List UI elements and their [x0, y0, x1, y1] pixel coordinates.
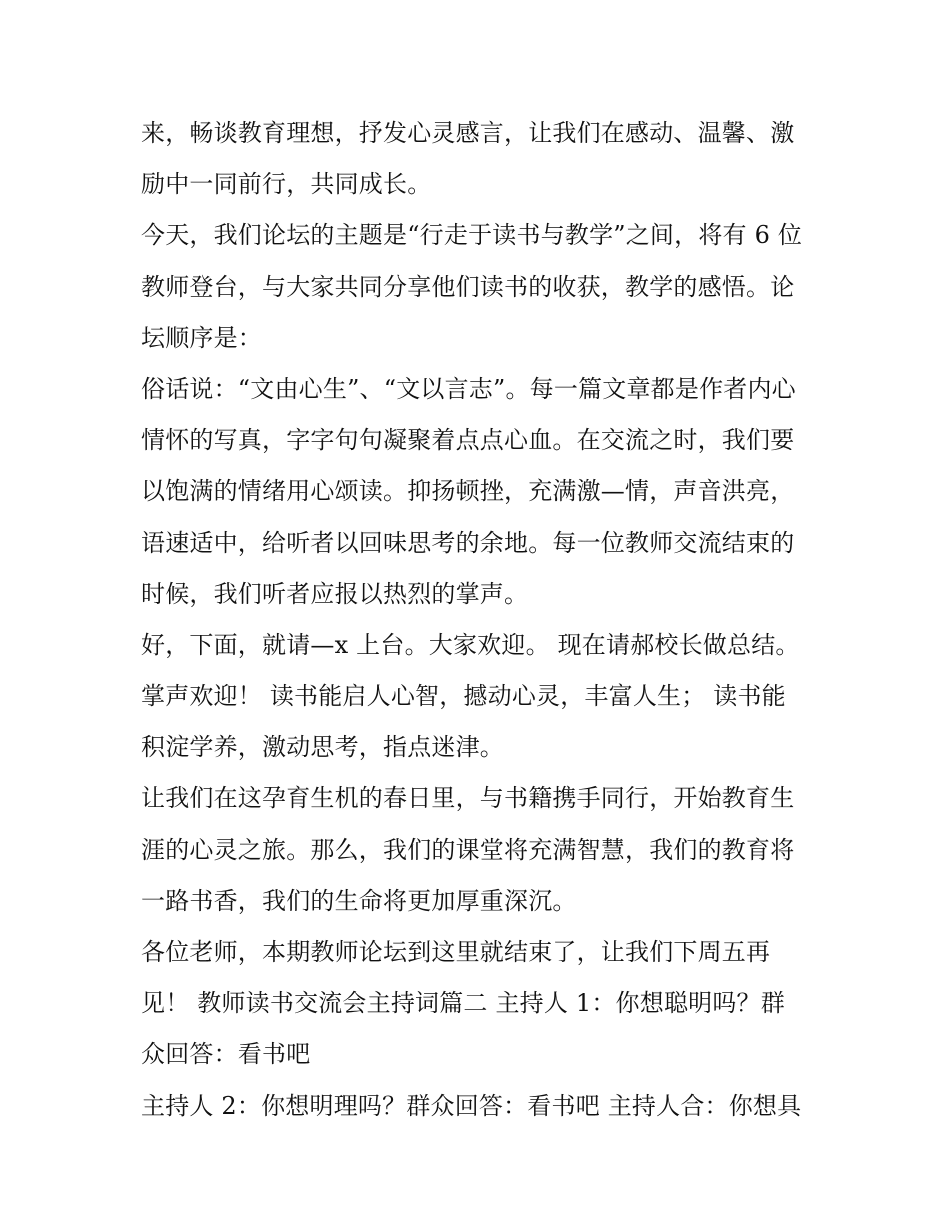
- text-line: 语速适中，给听者以回味思考的余地。每一位教师交流结束的: [141, 528, 795, 557]
- text-line: 时候，我们听者应报以热烈的掌声。: [141, 579, 529, 608]
- text-line: 让我们在这孕育生机的春日里，与书籍携手同行，开始教育生: [141, 784, 795, 813]
- text-line: 今天，我们论坛的主题是“行走于读书与教学”之间，将有 6 位: [141, 221, 803, 250]
- text-line: 俗话说：“文由心生”、“文以言志”。每一篇文章都是作者内心: [141, 374, 796, 403]
- text-line: 好，下面，就请—x 上台。大家欢迎。 现在请郝校长做总结。: [141, 630, 800, 659]
- text-line: 众回答：看书吧: [141, 1040, 311, 1069]
- text-line: 主持人 2：你想明理吗？群众回答：看书吧 主持人合：你想具: [141, 1091, 802, 1120]
- text-line: 教师登台，与大家共同分享他们读书的收获，教学的感悟。论: [141, 272, 795, 301]
- text-line: 以饱满的情绪用心颂读。抑扬顿挫，充满激—情，声音洪亮，: [141, 477, 795, 506]
- text-line: 坛顺序是：: [141, 323, 262, 352]
- text-line: 积淀学养，激动思考，指点迷津。: [141, 733, 504, 762]
- text-line: 来，畅谈教育理想，抒发心灵感言，让我们在感动、温馨、激: [141, 119, 795, 147]
- document-body: [141, 108, 813, 1132]
- text-line: 励中一同前行，共同成长。: [141, 170, 432, 199]
- text-line: 各位老师，本期教师论坛到这里就结束了，让我们下周五再: [141, 938, 771, 966]
- text-line: 一路书香，我们的生命将更加厚重深沉。: [141, 886, 577, 915]
- text-line: 掌声欢迎！ 读书能启人心智，撼动心灵，丰富人生； 读书能: [141, 682, 786, 711]
- text-line: 见！ 教师读书交流会主持词篇二 主持人 1：你想聪明吗？群: [141, 989, 785, 1018]
- text-line: 涯的心灵之旅。那么，我们的课堂将充满智慧，我们的教育将: [141, 835, 795, 864]
- text-line: 情怀的写真，字字句句凝聚着点点心血。在交流之时，我们要: [141, 426, 795, 455]
